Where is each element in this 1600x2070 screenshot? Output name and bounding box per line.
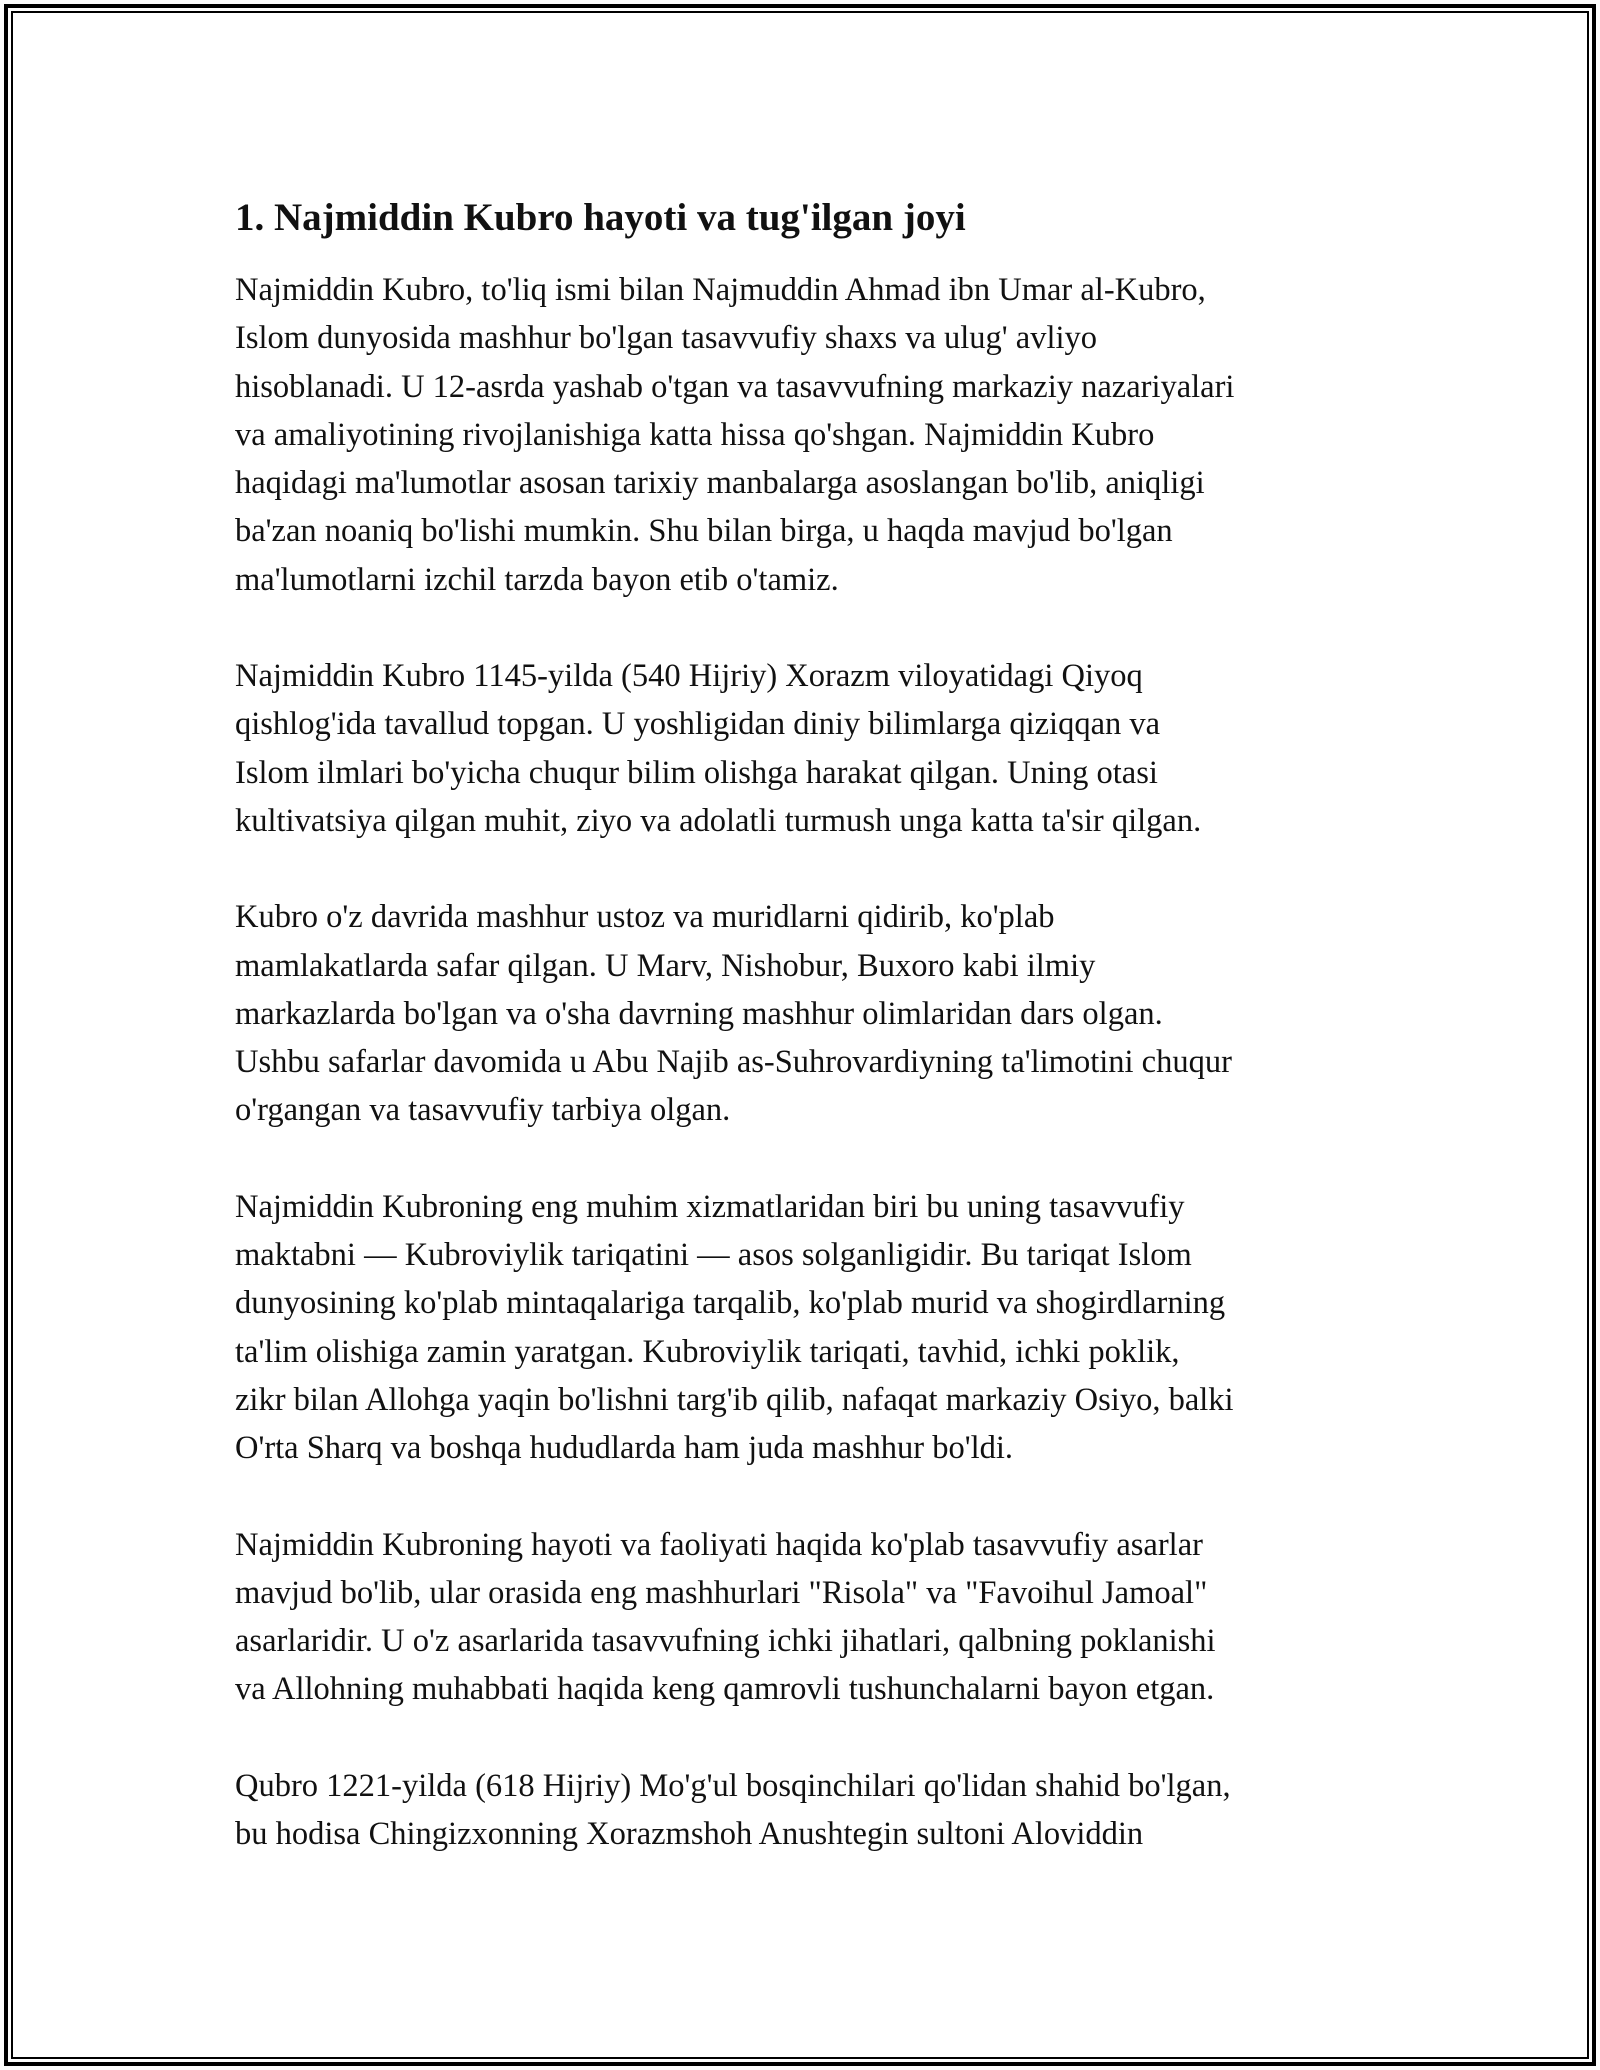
text-line: Qubro 1221-yilda (618 Hijriy) Mo'g'ul bosqinchilari qo'lidan shahid bo'lgan, <box>235 1767 1231 1804</box>
paragraph-1 <box>235 266 1375 604</box>
text-line: Islom dunyosida mashhur bo'lgan tasavvufiy shaxs va ulug' avliyo <box>235 320 1098 357</box>
paragraph-6 <box>235 1762 1375 1859</box>
text-line: qishlog'ida tavallud topgan. U yoshligidan diniy bilimlarga qiziqqan va <box>235 706 1161 743</box>
text-line: O'rta Sharq va boshqa hududlarda ham juda mashhur bo'ldi. <box>235 1430 1014 1467</box>
text-line: ta'lim olishiga zamin yaratgan. Kubroviylik tariqati, tavhid, ichki poklik, <box>235 1333 1180 1370</box>
text-line: o'rgangan va tasavvufiy tarbiya olgan. <box>235 1092 731 1129</box>
paragraph-5 <box>235 1521 1375 1714</box>
paragraph-4 <box>235 1183 1375 1473</box>
text-line: Najmiddin Kubro, to'liq ismi bilan Najmuddin Ahmad ibn Umar al-Kubro, <box>235 272 1206 308</box>
text-line: markazlarda bo'lgan va o'sha davrning mashhur olimlaridan dars olgan. <box>235 995 1163 1032</box>
text-line: hisoblanadi. U 12-asrda yashab o'tgan va tasavvufning markaziy nazariyalari <box>235 368 1235 405</box>
text-line: Ushbu safarlar davomida u Abu Najib as-Suhrovardiyning ta'limotini chuqur <box>235 1044 1232 1081</box>
text-line: Kubro o'z davrida mashhur ustoz va muridlarni qidirib, ko'plab <box>235 899 1055 936</box>
text-line: mamlakatlarda safar qilgan. U Marv, Nishobur, Buxoro kabi ilmiy <box>235 947 1096 984</box>
text-line: zikr bilan Allohga yaqin bo'lishni targ'ib qilib, nafaqat markaziy Osiyo, balki <box>235 1381 1234 1418</box>
text-line: haqidagi ma'lumotlar asosan tarixiy manbalarga asoslangan bo'lib, aniqligi <box>235 465 1205 502</box>
paragraph-3 <box>235 893 1375 1134</box>
text-line: kultivatsiya qilgan muhit, ziyo va adolatli turmush unga katta ta'sir qilgan. <box>235 802 1202 839</box>
text-line: va amaliyotining rivojlanishiga katta hissa qo'shgan. Najmiddin Kubro <box>235 416 1155 453</box>
text-line: Najmiddin Kubroning hayoti va faoliyati haqida ko'plab tasavvufiy asarlar <box>235 1526 1203 1563</box>
text-line: maktabni — Kubroviylik tariqatini — asos solganligidir. Bu tariqat Islom <box>235 1237 1192 1274</box>
text-line: Najmiddin Kubro 1145-yilda (540 Hijriy) Xorazm viloyatidagi Qiyoq <box>235 658 1143 695</box>
text-line: Islom ilmlari bo'yicha chuqur bilim olishga harakat qilgan. Uning otasi <box>235 754 1158 791</box>
text-line: Najmiddin Kubroning eng muhim xizmatlaridan biri bu uning tasavvufiy <box>235 1188 1185 1225</box>
text-line: ma'lumotlarni izchil tarzda bayon etib o'tamiz. <box>235 561 839 598</box>
section-heading: 1. Najmiddin Kubro hayoti va tug'ilgan joyi <box>235 196 966 239</box>
document-body <box>235 182 1375 1906</box>
paragraph-2 <box>235 652 1375 845</box>
text-line: ba'zan noaniq bo'lishi mumkin. Shu bilan birga, u haqda mavjud bo'lgan <box>235 513 1173 550</box>
text-line: bu hodisa Chingizxonning Xorazmshoh Anushtegin sultoni Aloviddin <box>235 1816 1144 1853</box>
text-line: mavjud bo'lib, ular orasida eng mashhurlari "Risola" va "Favoihul Jamoal" <box>235 1574 1208 1611</box>
text-line: dunyosining ko'plab mintaqalariga tarqalib, ko'plab murid va shogirdlarning <box>235 1285 1226 1322</box>
text-line: va Allohning muhabbati haqida keng qamrovli tushunchalarni bayon etgan. <box>235 1671 1215 1708</box>
text-line: asarlaridir. U o'z asarlarida tasavvufning ichki jihatlari, qalbning poklanishi <box>235 1623 1216 1660</box>
